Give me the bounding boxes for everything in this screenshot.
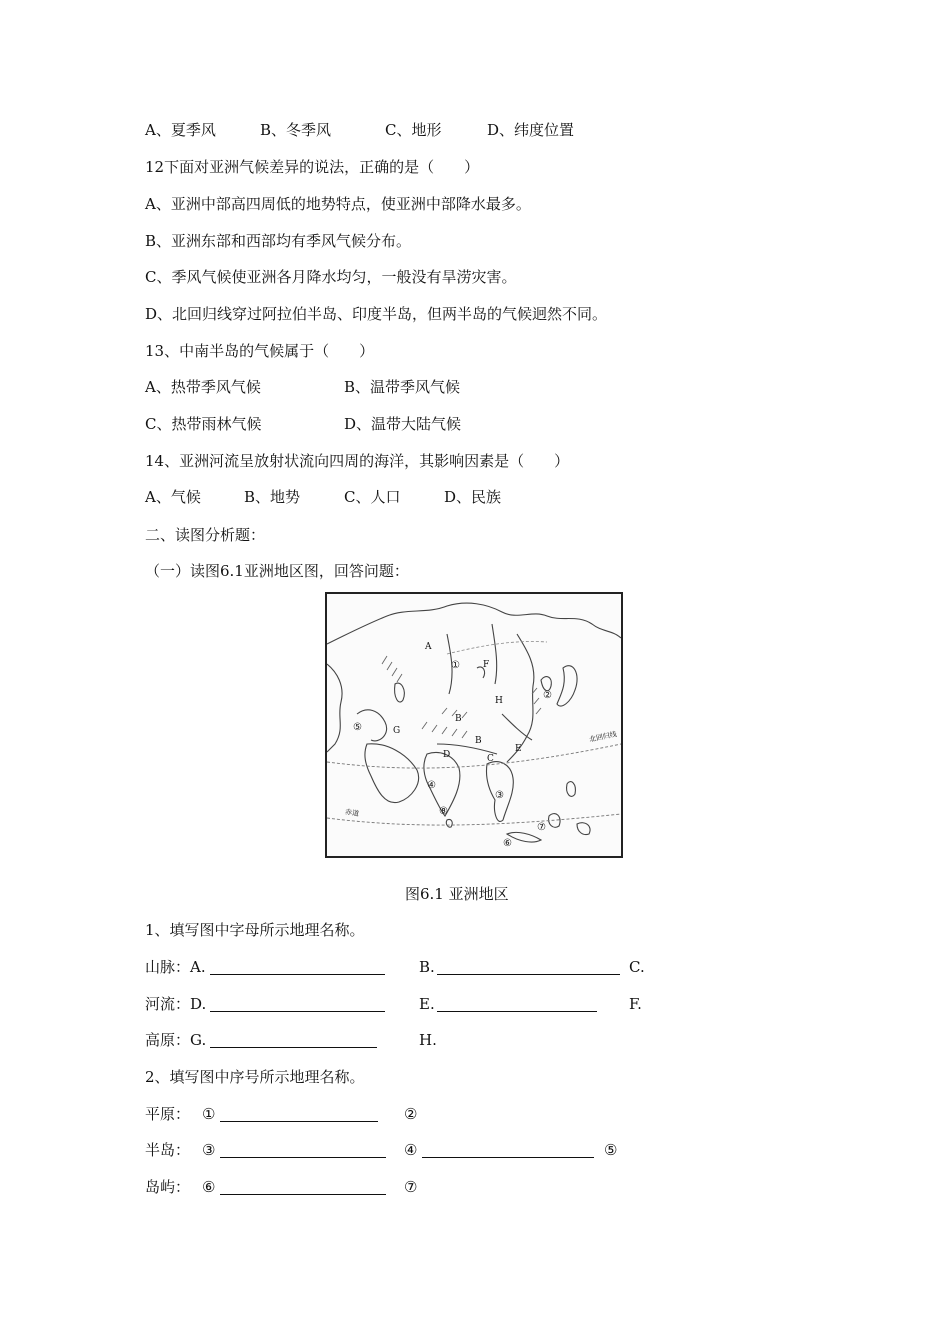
q14-option-c: C、人口: [344, 488, 401, 506]
q11-option-c: C、地形: [385, 121, 442, 139]
q13-option-d: D、温带大陆气候: [344, 415, 462, 433]
q2-plains-label: 平原：: [145, 1105, 191, 1123]
q14-option-d: D、民族: [444, 488, 502, 506]
q14-option-b: B、地势: [244, 488, 301, 506]
q1-blank-g[interactable]: [210, 1047, 377, 1048]
q1-river-e-label: E.: [419, 995, 435, 1013]
q2-islands-label: 岛屿：: [145, 1178, 191, 1196]
map-label-4: ④: [427, 780, 436, 791]
q2-plain-1-label: ①: [202, 1105, 216, 1123]
asia-map: [325, 592, 623, 858]
map-label-1: ①: [451, 660, 460, 671]
q2-island-7-label: ⑦: [404, 1178, 418, 1196]
map-label-f: F: [483, 660, 490, 670]
q2-blank-4[interactable]: [422, 1157, 594, 1158]
map-label-6: ⑥: [503, 838, 512, 849]
q11-option-b: B、冬季风: [260, 121, 332, 139]
map-label-2: ②: [543, 690, 552, 701]
map-label-h: H: [495, 696, 503, 706]
q1-blank-e[interactable]: [437, 1011, 597, 1012]
q1-blank-b[interactable]: [437, 974, 620, 975]
q1-mountain-c-label: C.: [629, 958, 645, 976]
map-label-7: ⑦: [537, 822, 546, 833]
map-label-b2: B: [475, 736, 482, 746]
map-label-a: A: [425, 642, 432, 652]
map-label-c: C: [487, 754, 494, 764]
q1-stem: 1、填写图中字母所示地理名称。: [145, 921, 365, 939]
q2-blank-3[interactable]: [220, 1157, 386, 1158]
map-label-tropic: 北回归线: [588, 730, 618, 744]
q2-peninsula-5-label: ⑤: [604, 1141, 618, 1159]
q2-blank-6[interactable]: [220, 1194, 386, 1195]
map-label-5: ⑤: [353, 722, 362, 733]
q13-option-b: B、温带季风气候: [344, 378, 461, 396]
q14-stem: 14、亚洲河流呈放射状流向四周的海洋，其影响因素是（ ）: [145, 452, 570, 470]
q1-mountains-label: 山脉：A.: [145, 958, 206, 976]
q1-rivers-label: 河流：D.: [145, 995, 207, 1013]
q2-island-6-label: ⑥: [202, 1178, 216, 1196]
q11-option-d: D、纬度位置: [487, 121, 575, 139]
map-label-g: G: [393, 726, 401, 736]
q11-option-a: A、夏季风: [145, 121, 216, 139]
q12-option-a: A、亚洲中部高四周低的地势特点，使亚洲中部降水最多。: [145, 195, 531, 213]
q13-option-a: A、热带季风气候: [145, 378, 261, 396]
q1-blank-a[interactable]: [210, 974, 385, 975]
q2-peninsula-3-label: ③: [202, 1141, 216, 1159]
q1-river-f-label: F.: [629, 995, 642, 1013]
map-label-8: ⑧: [439, 806, 448, 817]
q2-peninsulas-label: 半岛：: [145, 1141, 191, 1159]
q12-option-d: D、北回归线穿过阿拉伯半岛、印度半岛，但两半岛的气候迥然不同。: [145, 305, 608, 323]
q13-stem: 13、中南半岛的气候属于（ ）: [145, 342, 375, 360]
figure-caption: 图6.1 亚洲地区: [405, 885, 509, 903]
q14-option-a: A、气候: [145, 488, 201, 506]
q1-plateau-h-label: H.: [419, 1031, 437, 1049]
map-label-d: D: [443, 750, 451, 760]
map-label-equator: 赤道: [344, 808, 360, 818]
section-subtitle: （一）读图6.1亚洲地区图，回答问题：: [145, 562, 409, 580]
q13-option-c: C、热带雨林气候: [145, 415, 262, 433]
map-label-b1: B: [455, 714, 462, 724]
q12-option-c: C、季风气候使亚洲各月降水均匀，一般没有旱涝灾害。: [145, 268, 517, 286]
map-label-e: E: [515, 744, 522, 754]
q2-blank-1[interactable]: [220, 1121, 378, 1122]
q12-stem: 12下面对亚洲气候差异的说法，正确的是（ ）: [145, 158, 480, 176]
section-title: 二、读图分析题：: [145, 526, 266, 544]
map-label-3: ③: [495, 790, 504, 801]
q2-peninsula-4-label: ④: [404, 1141, 418, 1159]
q1-mountain-b-label: B.: [419, 958, 435, 976]
q2-plain-2-label: ②: [404, 1105, 418, 1123]
q12-option-b: B、亚洲东部和西部均有季风气候分布。: [145, 232, 412, 250]
q1-blank-d[interactable]: [210, 1011, 385, 1012]
q2-stem: 2、填写图中序号所示地理名称。: [145, 1068, 365, 1086]
q1-plateaus-label: 高原：G.: [145, 1031, 207, 1049]
